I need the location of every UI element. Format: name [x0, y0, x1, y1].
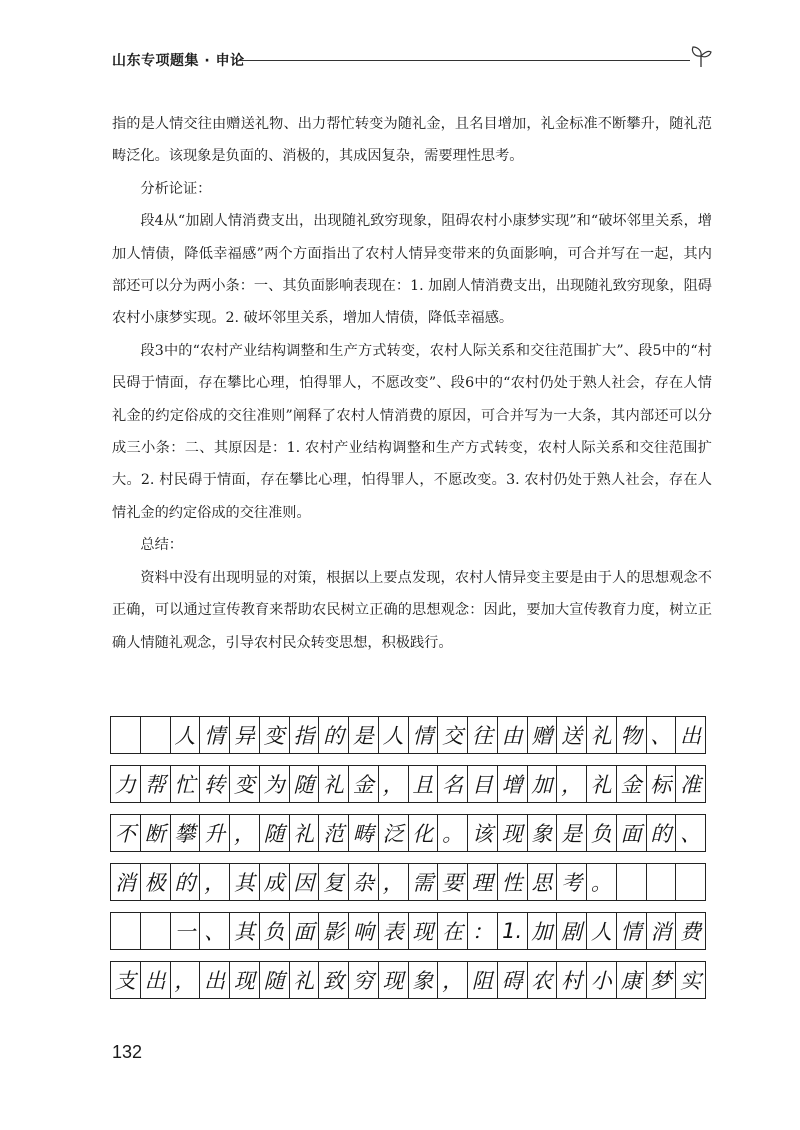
grid-cell: 阻 [467, 962, 497, 998]
grid-cell: ， [378, 864, 408, 900]
grid-cell: 变 [229, 766, 259, 802]
grid-cell: 的 [318, 717, 348, 753]
sprout-icon [690, 44, 712, 68]
grid-cell: 出 [199, 962, 229, 998]
grid-cell: 随 [259, 962, 289, 998]
grid-cell: 交 [437, 717, 467, 753]
grid-cell: 异 [229, 717, 259, 753]
grid-cell [140, 913, 170, 949]
grid-cell: 畴 [348, 815, 378, 851]
grid-cell [140, 717, 170, 753]
grid-cell: 断 [140, 815, 170, 851]
grid-cell: 礼 [586, 717, 616, 753]
grid-cell: ， [199, 864, 229, 900]
grid-cell: 面 [289, 913, 319, 949]
grid-cell: ： [467, 913, 497, 949]
grid-cell: 的 [170, 864, 200, 900]
grid-cell: 面 [616, 815, 646, 851]
grid-cell: 、 [646, 717, 676, 753]
grid-cell: 礼 [318, 766, 348, 802]
grid-cell: 因 [289, 864, 319, 900]
grid-cell: 变 [259, 717, 289, 753]
paragraph-analysis-heading: 分析论证： [140, 180, 212, 197]
grid-cell: 人 [378, 717, 408, 753]
page-number: 132 [112, 1042, 143, 1062]
grid-cell: 化 [408, 815, 438, 851]
grid-cell: 杂 [348, 864, 378, 900]
paragraph-analysis-2: 段3中的“农村产业结构调整和生产方式转变，农村人际关系和交往范围扩大”、段5中的“村民碍于情面，存在攀比心理，怕得罪人，不愿改变”、段6中的“农村仍处于熟人社会，存在人情礼金的约定俗成的交往准则”阐释了农村人情消费的原因，可合并写为一大条，其内部还可以分成三小条：二、其原因是：1. 农村产业结构调整和生产方式转变，农村人际关系和交往范围扩大。2. 村民碍于情面，存在攀比心理，怕得罪人，不愿改变。3. 农村仍处于熟人社会，存在人情礼金的约定俗成的交往准则。 [112, 342, 712, 521]
grid-cell: 名 [437, 766, 467, 802]
grid-cell: 复 [318, 864, 348, 900]
grid-cell: 响 [348, 913, 378, 949]
grid-cell: 加 [527, 913, 557, 949]
grid-cell: 其 [229, 913, 259, 949]
grid-cell: 攀 [170, 815, 200, 851]
grid-cell: 负 [259, 913, 289, 949]
grid-cell: 目 [467, 766, 497, 802]
grid-cell [646, 864, 676, 900]
grid-cell [110, 717, 140, 753]
grid-cell: ， [378, 766, 408, 802]
grid-cell: 帮 [140, 766, 170, 802]
grid-cell: 象 [527, 815, 557, 851]
grid-cell: 为 [259, 766, 289, 802]
grid-cell: 实 [675, 962, 706, 998]
grid-cell: 影 [318, 913, 348, 949]
grid-cell: 费 [675, 913, 706, 949]
grid-row [110, 765, 706, 803]
grid-cell: 人 [170, 717, 200, 753]
grid-cell [675, 864, 706, 900]
grid-cell: 指 [289, 717, 319, 753]
grid-cell: 要 [437, 864, 467, 900]
grid-cell: 送 [556, 717, 586, 753]
grid-cell: 且 [408, 766, 438, 802]
grid-cell: 由 [497, 717, 527, 753]
paragraph-analysis-1: 段4从“加剧人情消费支出，出现随礼致穷现象，阻碍农村小康梦实现”和“破坏邻里关系，增加人情债，降低幸福感”两个方面指出了农村人情异变带来的负面影响，可合并写在一起，其内部还可以分为两小条：一、其负面影响表现在：1. 加剧人情消费支出，出现随礼致穷现象，阻碍农村小康梦实现。2. 破坏邻里关系，增加人情债，降低幸福感。 [112, 213, 712, 327]
grid-cell: 不 [110, 815, 140, 851]
grid-cell: 、 [675, 815, 706, 851]
grid-cell: 消 [110, 864, 140, 900]
grid-cell: 该 [467, 815, 497, 851]
paragraph-summary-heading: 总结： [140, 537, 183, 554]
grid-cell: 穷 [348, 962, 378, 998]
grid-cell: 的 [646, 815, 676, 851]
grid-cell: 忙 [170, 766, 200, 802]
grid-cell [616, 864, 646, 900]
grid-cell: ， [170, 962, 200, 998]
grid-cell: 出 [675, 717, 706, 753]
grid-cell: 现 [229, 962, 259, 998]
grid-cell: 赠 [527, 717, 557, 753]
grid-cell: 象 [408, 962, 438, 998]
grid-cell: 现 [408, 913, 438, 949]
grid-cell: 1. [497, 913, 527, 949]
grid-cell: 在 [437, 913, 467, 949]
grid-cell: 支 [110, 962, 140, 998]
grid-cell: 性 [497, 864, 527, 900]
grid-cell: 碍 [497, 962, 527, 998]
grid-cell: 往 [467, 717, 497, 753]
grid-cell: 礼 [586, 766, 616, 802]
grid-cell: 是 [556, 815, 586, 851]
grid-row [110, 716, 706, 754]
grid-cell: 其 [229, 864, 259, 900]
grid-cell: 理 [467, 864, 497, 900]
grid-cell: 思 [527, 864, 557, 900]
grid-cell: ， [229, 815, 259, 851]
grid-cell: 农 [527, 962, 557, 998]
grid-cell: 物 [616, 717, 646, 753]
grid-cell: ， [556, 766, 586, 802]
grid-cell: ， [437, 962, 467, 998]
grid-cell: 。 [437, 815, 467, 851]
paragraph-continuation: 指的是人情交往由赠送礼物、出力帮忙转变为随礼金，且名目增加，礼金标准不断攀升，随礼范畴泛化。该现象是负面的、消极的，其成因复杂，需要理性思考。 [112, 116, 712, 165]
grid-cell: 消 [646, 913, 676, 949]
grid-cell: 表 [378, 913, 408, 949]
header-title: 山东专项题集 · 申论 [112, 53, 245, 69]
grid-cell: 增 [497, 766, 527, 802]
grid-cell: 剧 [556, 913, 586, 949]
grid-cell: 力 [110, 766, 140, 802]
grid-cell: 考 [556, 864, 586, 900]
grid-cell: 小 [586, 962, 616, 998]
grid-cell: 是 [348, 717, 378, 753]
page-header [112, 44, 712, 74]
grid-cell: 出 [140, 962, 170, 998]
grid-cell: 成 [259, 864, 289, 900]
grid-cell: 极 [140, 864, 170, 900]
grid-cell: 随 [289, 766, 319, 802]
grid-cell: 人 [586, 913, 616, 949]
grid-cell: 情 [408, 717, 438, 753]
grid-cell: 负 [586, 815, 616, 851]
grid-cell: 情 [616, 913, 646, 949]
grid-cell [110, 913, 140, 949]
grid-cell: 礼 [289, 815, 319, 851]
grid-cell: 康 [616, 962, 646, 998]
grid-cell: 范 [318, 815, 348, 851]
grid-cell: 金 [348, 766, 378, 802]
grid-cell: 加 [527, 766, 557, 802]
body-text [112, 108, 712, 659]
grid-cell: 现 [378, 962, 408, 998]
grid-cell: 准 [675, 766, 706, 802]
grid-cell: 村 [556, 962, 586, 998]
grid-row [110, 961, 706, 999]
grid-cell: 梦 [646, 962, 676, 998]
grid-cell: 金 [616, 766, 646, 802]
grid-row [110, 912, 706, 950]
grid-cell: 泛 [378, 815, 408, 851]
grid-cell: 标 [646, 766, 676, 802]
grid-cell: 现 [497, 815, 527, 851]
grid-cell: 、 [199, 913, 229, 949]
grid-cell: 转 [199, 766, 229, 802]
grid-cell: 。 [586, 864, 616, 900]
grid-row [110, 863, 706, 901]
grid-cell: 情 [199, 717, 229, 753]
grid-cell: 升 [199, 815, 229, 851]
header-rule [240, 60, 690, 61]
grid-cell: 致 [318, 962, 348, 998]
paragraph-summary: 资料中没有出现明显的对策，根据以上要点发现，农村人情异变主要是由于人的思想观念不正确，可以通过宣传教育来帮助农民树立正确的思想观念：因此，要加大宣传教育力度，树立正确人情随礼观念，引导农村民众转变思想，积极践行。 [112, 569, 712, 651]
grid-row [110, 814, 706, 852]
grid-cell: 需 [408, 864, 438, 900]
grid-cell: 一 [170, 913, 200, 949]
grid-cell: 随 [259, 815, 289, 851]
grid-cell: 礼 [289, 962, 319, 998]
